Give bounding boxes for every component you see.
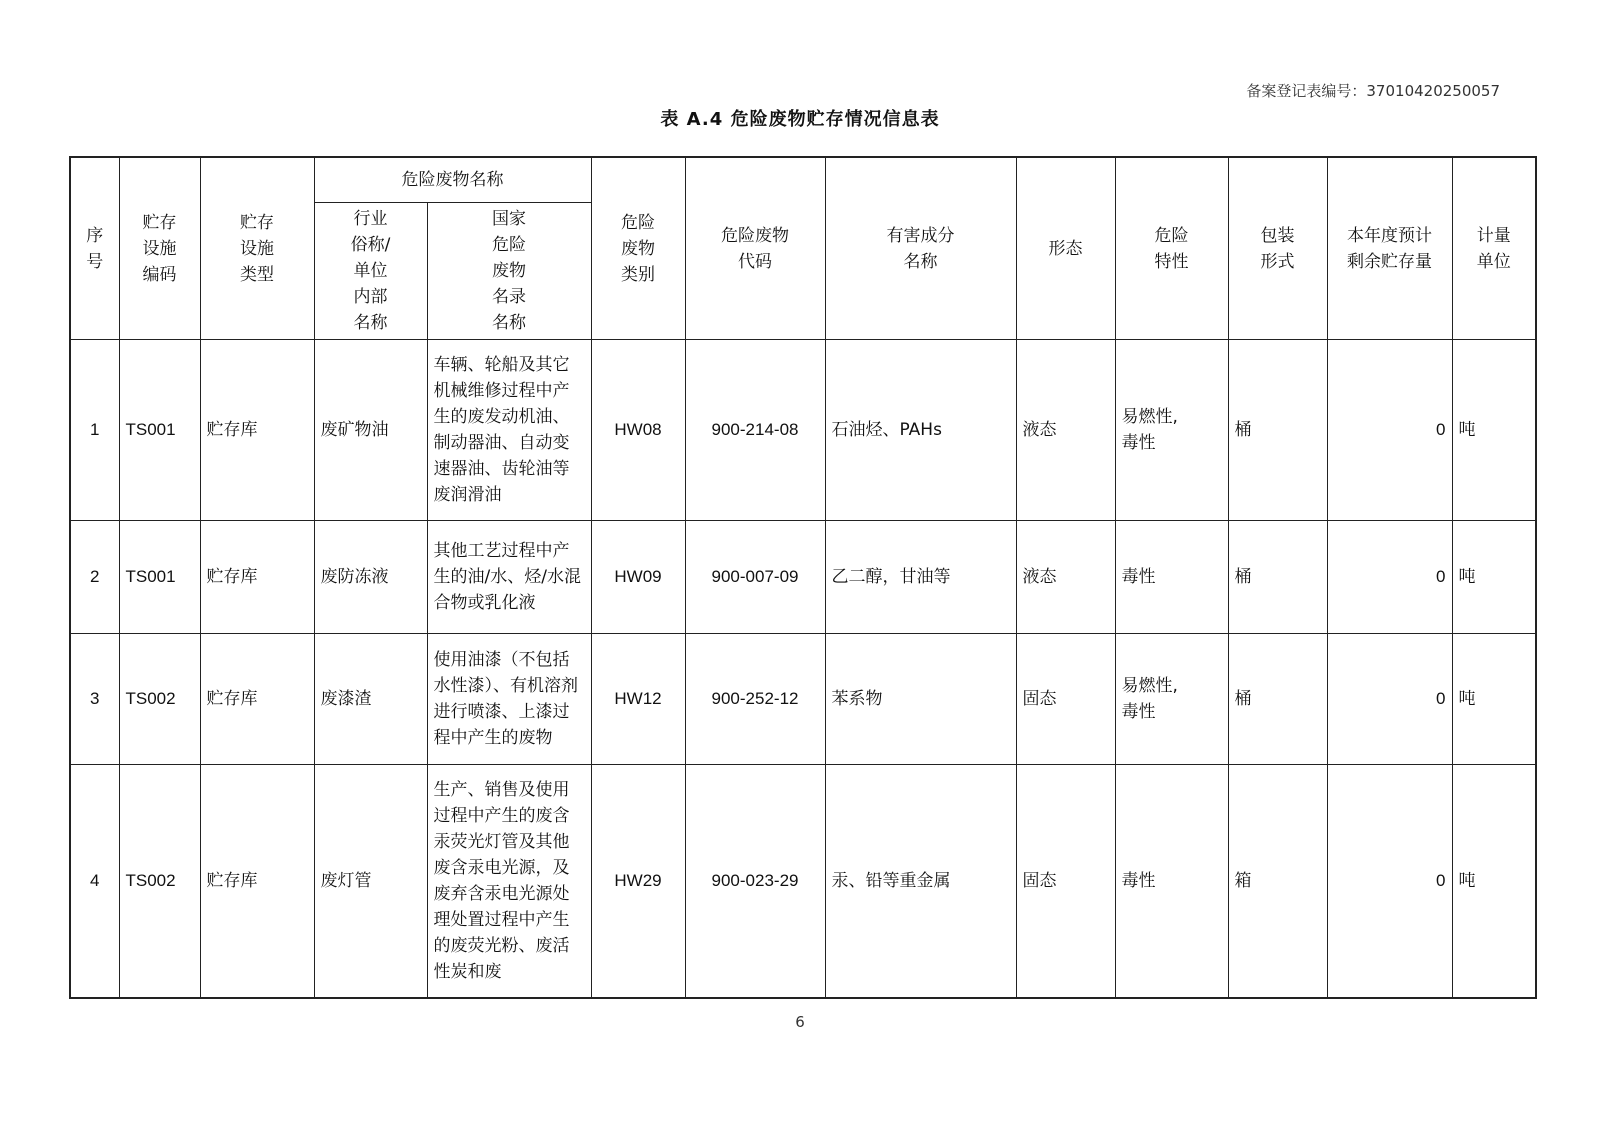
cell-form: 液态 xyxy=(1016,340,1115,521)
cell-industry-name: 废矿物油 xyxy=(314,340,427,521)
cell-unit: 吨 xyxy=(1452,634,1536,765)
cell-national-name: 其他工艺过程中产生的油/水、烃/水混合物或乳化液 xyxy=(427,521,591,634)
cell-national-name: 使用油漆（不包括水性漆）、有机溶剂进行喷漆、上漆过程中产生的废物 xyxy=(427,634,591,765)
cell-form: 液态 xyxy=(1016,521,1115,634)
cell-facility-code: TS002 xyxy=(119,765,200,999)
table-title: 表 A.4 危险废物贮存情况信息表 xyxy=(660,109,940,130)
cell-facility-code: TS001 xyxy=(119,521,200,634)
col-header-facility-code: 贮存设施编码 xyxy=(119,157,200,340)
cell-code: 900-252-12 xyxy=(685,634,825,765)
hazardous-waste-storage-table xyxy=(69,156,1537,999)
cell-industry-name: 废防冻液 xyxy=(314,521,427,634)
cell-unit: 吨 xyxy=(1452,521,1536,634)
col-header-industry-name: 行业俗称/单位内部名称 xyxy=(314,203,427,340)
cell-hazard: 易燃性,毒性 xyxy=(1115,340,1228,521)
col-header-national-name: 国家危险废物名录名称 xyxy=(427,203,591,340)
cell-form: 固态 xyxy=(1016,765,1115,999)
table-row xyxy=(70,765,1536,999)
cell-facility-type: 贮存库 xyxy=(200,765,314,999)
registration-number: 备案登记表编号：37010420250057 xyxy=(1246,82,1500,100)
header-row-top xyxy=(70,157,1536,203)
cell-code: 900-023-29 xyxy=(685,765,825,999)
col-header-waste-name-group: 危险废物名称 xyxy=(314,157,591,203)
cell-unit: 吨 xyxy=(1452,340,1536,521)
col-header-form: 形态 xyxy=(1016,157,1115,340)
cell-category: HW29 xyxy=(591,765,685,999)
cell-facility-code: TS001 xyxy=(119,340,200,521)
cell-seq: 4 xyxy=(70,765,119,999)
cell-category: HW09 xyxy=(591,521,685,634)
cell-national-name: 生产、销售及使用过程中产生的废含汞荧光灯管及其他废含汞电光源，及废弃含汞电光源处理处置过程中产生的废荧光粉、废活性炭和废 xyxy=(427,765,591,999)
table-row xyxy=(70,521,1536,634)
cell-harmful-components: 石油烃、PAHs xyxy=(825,340,1016,521)
cell-hazard: 毒性 xyxy=(1115,521,1228,634)
table-row xyxy=(70,634,1536,765)
cell-packaging: 桶 xyxy=(1228,521,1327,634)
col-header-code: 危险废物代码 xyxy=(685,157,825,340)
table-row xyxy=(70,340,1536,521)
cell-code: 900-214-08 xyxy=(685,340,825,521)
cell-category: HW08 xyxy=(591,340,685,521)
cell-hazard: 易燃性,毒性 xyxy=(1115,634,1228,765)
cell-code: 900-007-09 xyxy=(685,521,825,634)
cell-remaining: 0 xyxy=(1327,765,1452,999)
cell-harmful-components: 苯系物 xyxy=(825,634,1016,765)
cell-facility-type: 贮存库 xyxy=(200,521,314,634)
cell-remaining: 0 xyxy=(1327,521,1452,634)
cell-national-name: 车辆、轮船及其它机械维修过程中产生的废发动机油、制动器油、自动变速器油、齿轮油等废润滑油 xyxy=(427,340,591,521)
cell-hazard: 毒性 xyxy=(1115,765,1228,999)
cell-industry-name: 废漆渣 xyxy=(314,634,427,765)
cell-remaining: 0 xyxy=(1327,634,1452,765)
col-header-packaging: 包装形式 xyxy=(1228,157,1327,340)
cell-harmful-components: 乙二醇，甘油等 xyxy=(825,521,1016,634)
cell-form: 固态 xyxy=(1016,634,1115,765)
cell-industry-name: 废灯管 xyxy=(314,765,427,999)
col-header-category: 危险废物类别 xyxy=(591,157,685,340)
cell-facility-type: 贮存库 xyxy=(200,340,314,521)
cell-harmful-components: 汞、铅等重金属 xyxy=(825,765,1016,999)
col-header-hazard: 危险特性 xyxy=(1115,157,1228,340)
col-header-seq: 序号 xyxy=(70,157,119,340)
page-number: 6 xyxy=(795,1013,805,1031)
cell-seq: 3 xyxy=(70,634,119,765)
col-header-facility-type: 贮存设施类型 xyxy=(200,157,314,340)
col-header-harmful-components: 有害成分名称 xyxy=(825,157,1016,340)
cell-packaging: 桶 xyxy=(1228,634,1327,765)
cell-packaging: 桶 xyxy=(1228,340,1327,521)
cell-seq: 1 xyxy=(70,340,119,521)
cell-category: HW12 xyxy=(591,634,685,765)
cell-facility-type: 贮存库 xyxy=(200,634,314,765)
cell-unit: 吨 xyxy=(1452,765,1536,999)
col-header-remaining: 本年度预计剩余贮存量 xyxy=(1327,157,1452,340)
cell-packaging: 箱 xyxy=(1228,765,1327,999)
cell-facility-code: TS002 xyxy=(119,634,200,765)
col-header-unit: 计量单位 xyxy=(1452,157,1536,340)
cell-seq: 2 xyxy=(70,521,119,634)
cell-remaining: 0 xyxy=(1327,340,1452,521)
